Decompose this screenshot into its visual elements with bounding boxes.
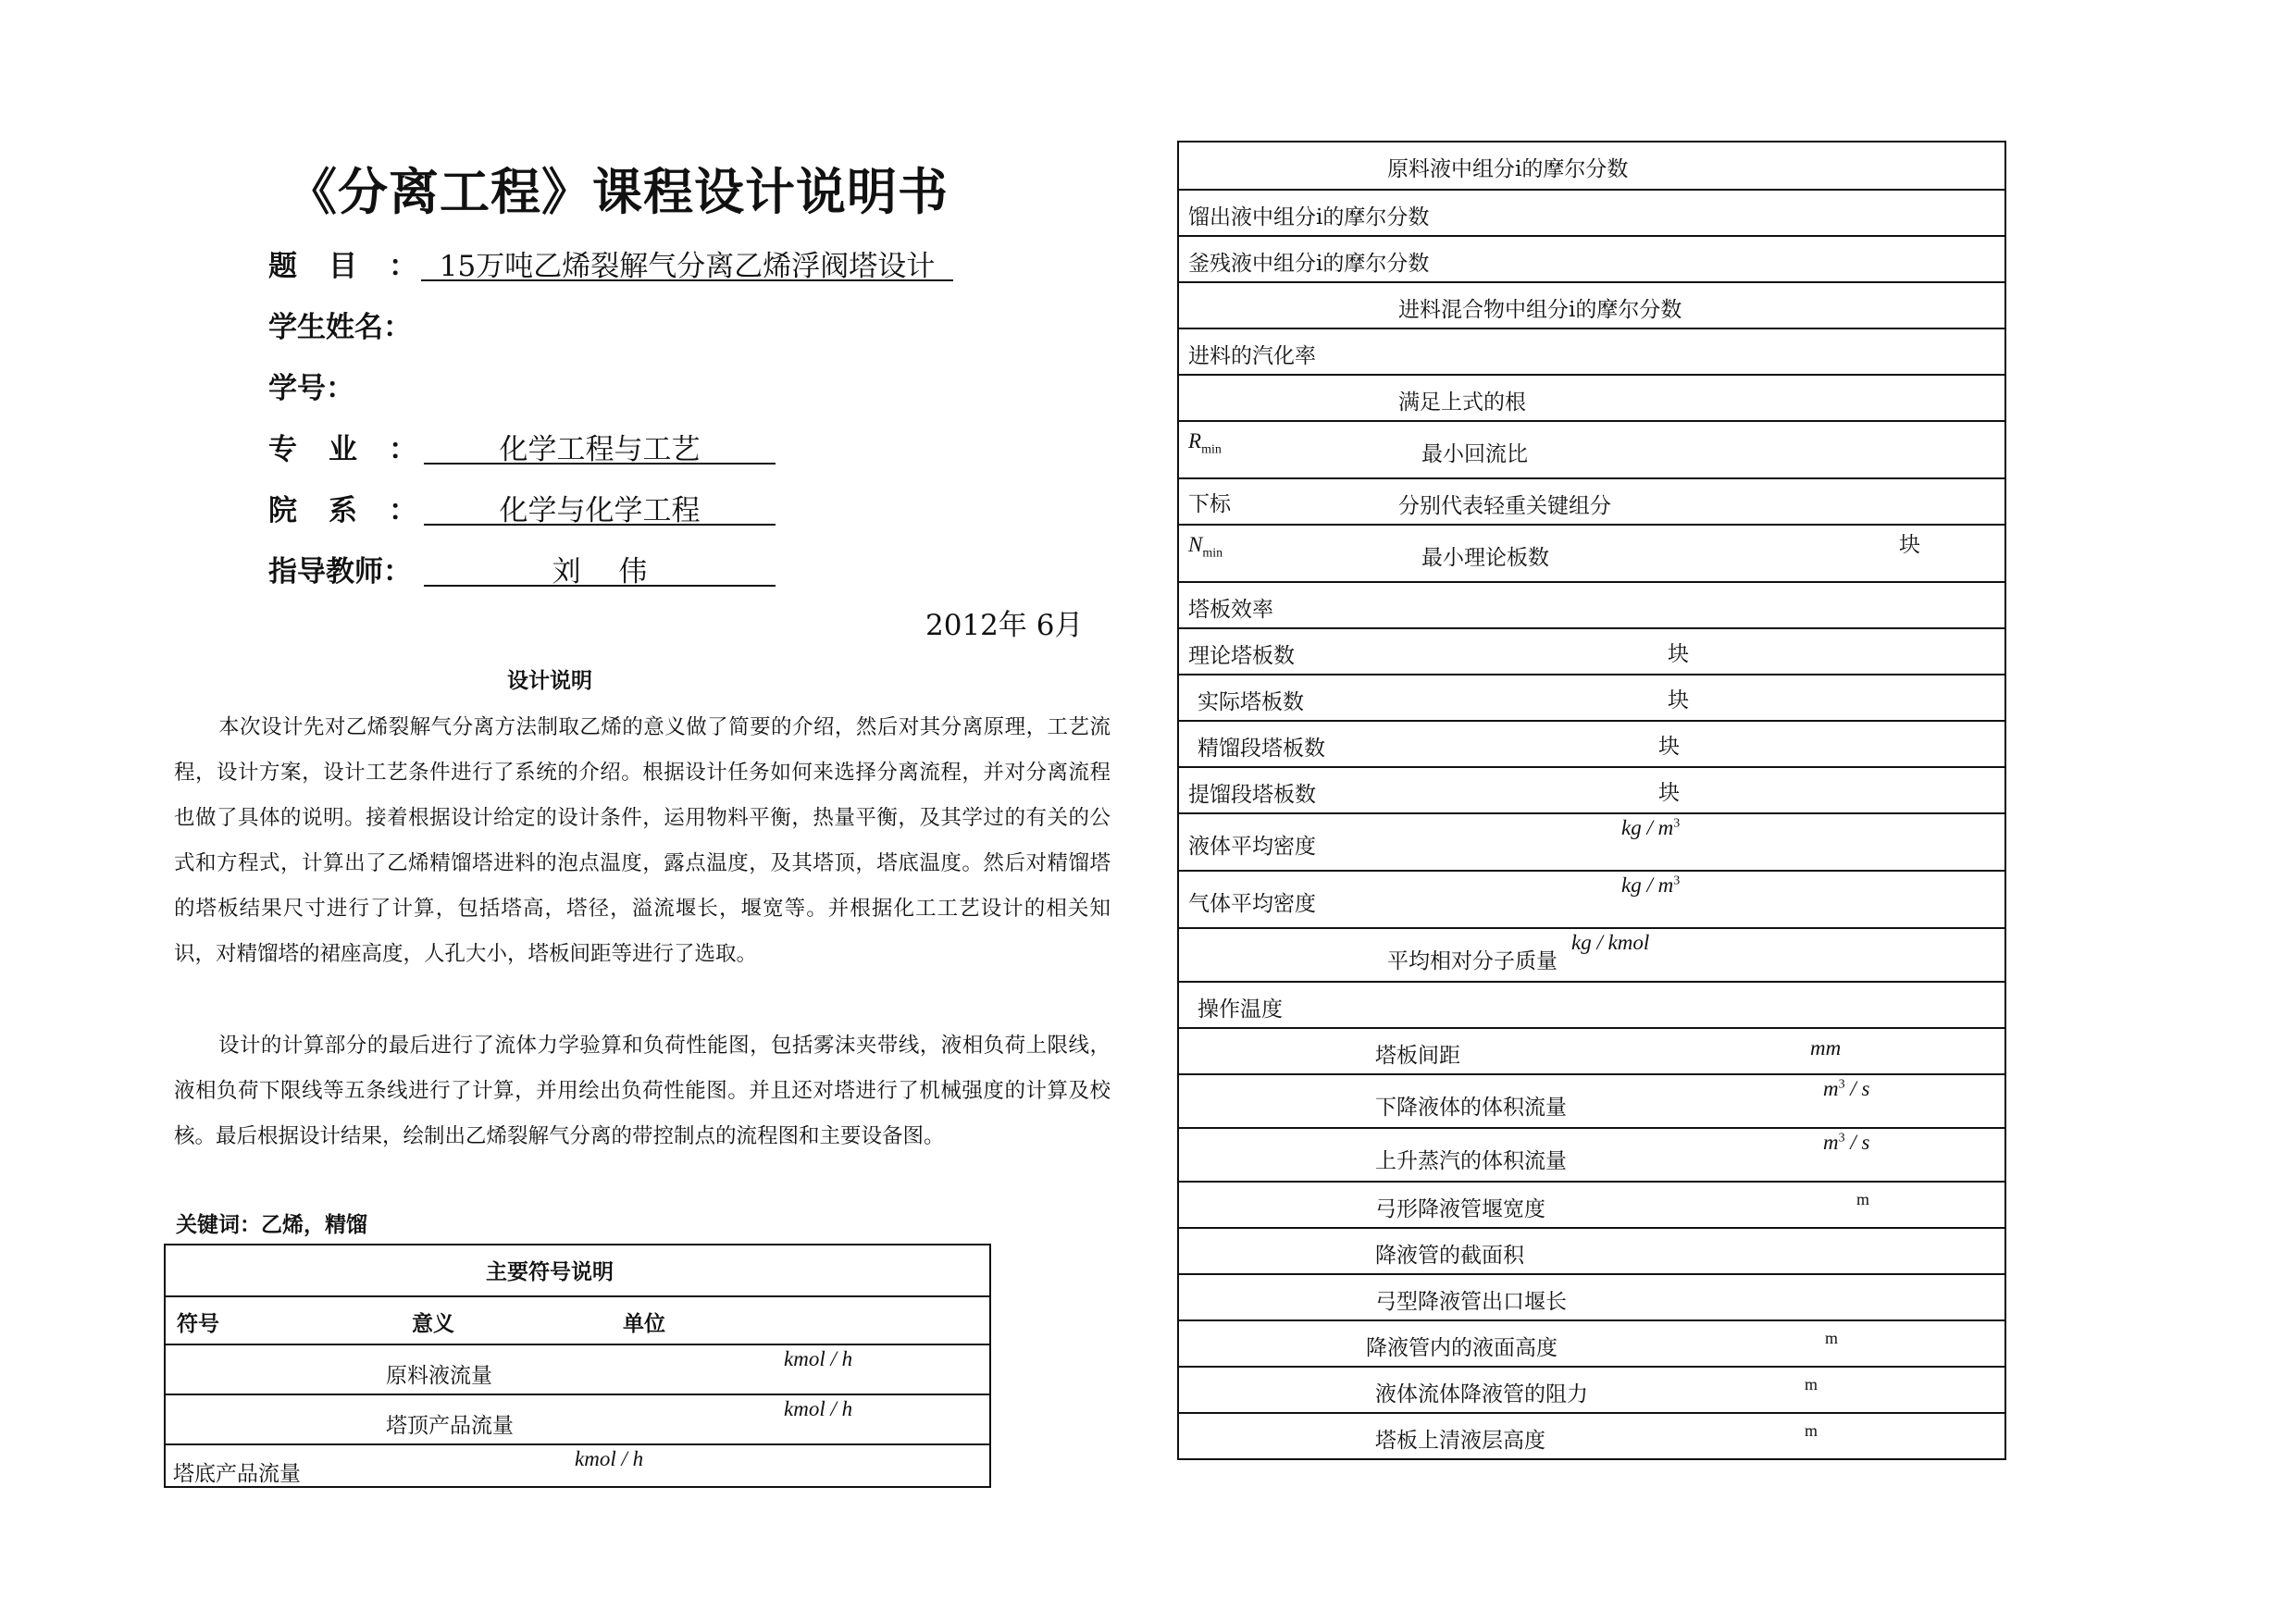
row-meaning: 液体平均密度 — [1188, 835, 1316, 859]
table-row — [1179, 1027, 2004, 1073]
row-meaning: 进料的汽化率 — [1188, 344, 1316, 368]
department-value: 化学与化学工程 — [424, 487, 776, 526]
row-unit: m — [1825, 1329, 1839, 1347]
row-unit: kmol / h — [784, 1397, 853, 1420]
table-row — [1179, 1273, 2004, 1319]
table-row — [1179, 477, 2004, 524]
row-meaning: 提馏段塔板数 — [1188, 783, 1316, 807]
row-meaning: 理论塔板数 — [1188, 644, 1295, 668]
department-label: 院系： — [268, 494, 449, 527]
row-unit: kg / $m^3$ — [1621, 816, 1681, 839]
table-row — [1179, 766, 2004, 812]
row-symbol: $N_{min}$ — [1188, 533, 1223, 561]
row-meaning: 降液管的截面积 — [1375, 1244, 1524, 1268]
table-row — [1179, 374, 2004, 420]
table-title: 主要符号说明 — [486, 1260, 614, 1284]
row-unit: mm — [1810, 1036, 1842, 1059]
table-row — [1179, 674, 2004, 720]
table-row — [1179, 1127, 2004, 1181]
row-meaning: 满足上式的根 — [1398, 390, 1526, 415]
table-row — [1179, 1319, 2004, 1366]
table-row — [1179, 235, 2004, 281]
row-meaning: 原料液流量 — [386, 1364, 492, 1388]
table-row — [1179, 281, 2004, 328]
row-meaning: 精馏段塔板数 — [1198, 737, 1325, 761]
row-meaning: 弓形降液管堰宽度 — [1375, 1197, 1545, 1221]
table-row — [1179, 581, 2004, 627]
row-unit: 块 — [1668, 688, 1689, 712]
row-symbol: 下标 — [1188, 492, 1231, 516]
row-unit: kmol / h — [784, 1347, 853, 1370]
paragraph-2: 设计的计算部分的最后进行了流体力学验算和负荷性能图，包括雾沫夹带线，液相负荷上限线，液相负荷下限线等五条线进行了计算，并用绘出负荷性能图。并且还对塔进行了机械强度的计算及校核。最后根据设计结果，绘制出乙烯裂解气分离的带控制点的流程图和主要设备图。 — [174, 1034, 1111, 1148]
topic-label: 题目： — [268, 250, 449, 283]
row-unit: 块 — [1899, 533, 1920, 557]
topic-value: 15万吨乙烯裂解气分离乙烯浮阀塔设计 — [421, 242, 953, 281]
row-meaning: 原料液中组分i的摩尔分数 — [1387, 157, 1629, 181]
row-meaning: 实际塔板数 — [1198, 690, 1304, 714]
table-title-row — [166, 1245, 989, 1295]
advisor-value: 刘 伟 — [424, 548, 776, 587]
row-meaning: 分别代表轻重关键组分 — [1398, 494, 1611, 518]
table-row — [1179, 1181, 2004, 1227]
keywords: 关键词：乙烯，精馏 — [176, 1213, 367, 1237]
section-title: 设计说明 — [507, 669, 592, 693]
table-row — [1179, 189, 2004, 235]
major-label: 专业： — [268, 433, 449, 466]
row-meaning: 气体平均密度 — [1188, 892, 1316, 916]
header-meaning: 意义 — [412, 1312, 454, 1336]
row-meaning: 弓型降液管出口堰长 — [1375, 1290, 1567, 1314]
row-unit: kmol / h — [575, 1447, 644, 1470]
table-row — [1179, 870, 2004, 927]
table-row — [1179, 812, 2004, 870]
table-row — [1179, 627, 2004, 674]
row-meaning: 最小回流比 — [1421, 442, 1528, 466]
advisor-label: 指导教师： — [268, 555, 412, 588]
paragraph-1: 本次设计先对乙烯裂解气分离方法制取乙烯的意义做了简要的介绍，然后对其分离原理，工艺流程，设计方案，设计工艺条件进行了系统的介绍。根据设计任务如何来选择分离流程，并对分离流程也做了具体的说明。接着根据设计给定的设计条件，运用物料平衡，热量平衡，及其学过的有关的公式和方程式，计算出了乙烯精馏塔进料的泡点温度，露点温度，及其塔顶，塔底温度。然后对精馏塔的塔板结果尺寸进行了计算，包括塔高，塔径，溢流堰长，堰宽等。并根据化工工艺设计的相关知识，对精馏塔的裙座高度，人孔大小，塔板间距等进行了选取。 — [174, 715, 1111, 966]
row-meaning: 塔板间距 — [1375, 1044, 1460, 1068]
row-meaning: 下降液体的体积流量 — [1375, 1096, 1567, 1120]
row-meaning: 塔板上清液层高度 — [1375, 1429, 1545, 1453]
row-meaning: 塔底产品流量 — [173, 1462, 301, 1486]
row-meaning: 上升蒸汽的体积流量 — [1375, 1149, 1567, 1173]
document-date: 2012年 6月 — [925, 609, 1084, 642]
row-unit: kg / $m^3$ — [1621, 873, 1681, 897]
table-row — [1179, 1412, 2004, 1458]
symbol-table-right — [1177, 141, 2006, 1460]
student-id-label: 学号： — [268, 372, 354, 405]
table-row — [1179, 927, 2004, 981]
table-row — [1179, 420, 2004, 477]
table-row — [166, 1394, 989, 1443]
student-name-label: 学生姓名： — [268, 311, 412, 344]
table-row — [1179, 720, 2004, 766]
row-meaning: 釜残液中组分i的摩尔分数 — [1188, 252, 1430, 276]
row-meaning: 塔板效率 — [1188, 598, 1273, 622]
table-row — [1179, 142, 2004, 189]
row-meaning: 降液管内的液面高度 — [1366, 1336, 1558, 1360]
row-unit: 块 — [1658, 735, 1680, 759]
row-meaning: 塔顶产品流量 — [386, 1414, 514, 1438]
row-unit: 块 — [1668, 642, 1689, 666]
major-value: 化学工程与工艺 — [424, 426, 776, 465]
row-meaning: 最小理论板数 — [1421, 546, 1549, 570]
row-unit: m — [1805, 1375, 1818, 1394]
table-row — [1179, 981, 2004, 1027]
table-row — [1179, 1227, 2004, 1273]
header-symbol: 符号 — [177, 1312, 219, 1336]
row-unit: $m^3$ / s — [1823, 1077, 1870, 1100]
table-row — [1179, 328, 2004, 374]
row-meaning: 液体流体降液管的阻力 — [1375, 1382, 1588, 1406]
row-meaning: 平均相对分子质量 — [1387, 949, 1558, 973]
row-symbol: $R_{min}$ — [1188, 429, 1222, 457]
header-unit: 单位 — [623, 1312, 665, 1336]
row-unit: $m^3$ / s — [1823, 1131, 1870, 1154]
row-meaning: 进料混合物中组分i的摩尔分数 — [1398, 298, 1682, 322]
table-row — [1179, 1366, 2004, 1412]
row-unit: 块 — [1658, 781, 1680, 805]
table-row — [166, 1344, 989, 1394]
row-unit: m — [1805, 1421, 1818, 1440]
row-unit: m — [1856, 1190, 1870, 1208]
symbol-table-left — [164, 1244, 991, 1488]
table-row — [166, 1443, 989, 1488]
row-meaning: 馏出液中组分i的摩尔分数 — [1188, 205, 1430, 229]
row-meaning: 操作温度 — [1198, 997, 1283, 1022]
table-row — [1179, 524, 2004, 581]
row-unit: kg / kmol — [1571, 931, 1650, 954]
document-title: 《分离工程》课程设计说明书 — [287, 163, 949, 221]
table-header-row — [166, 1295, 989, 1344]
table-row — [1179, 1073, 2004, 1127]
